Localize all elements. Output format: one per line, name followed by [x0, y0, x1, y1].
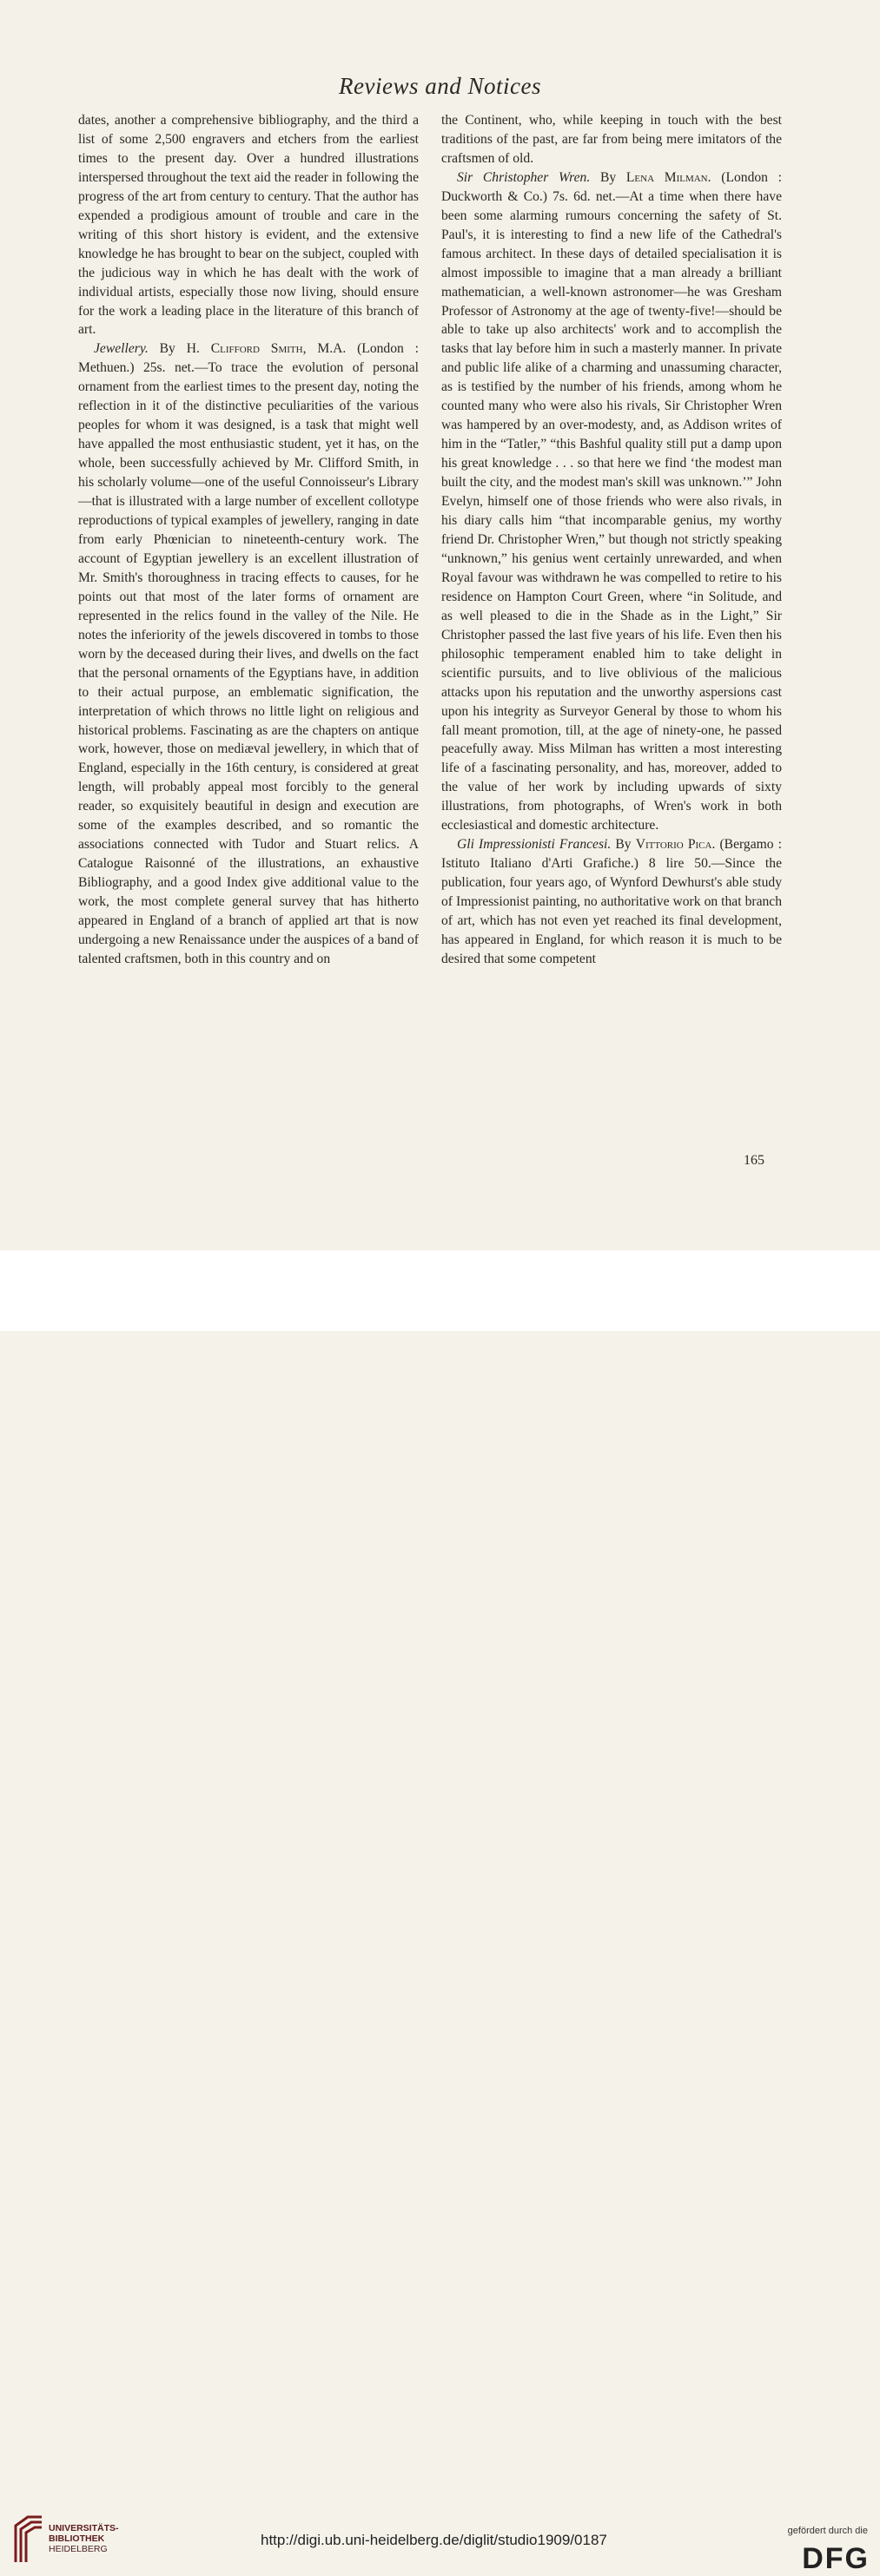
- review-impressionisti: Gli Impressionisti Francesi. By Vittorio Pica. (Bergamo : Istituto Italiano d'Arti Grafiche.) 8 lire 50.—Since the publication, four years ago, of Wynford Dewhurst's able study of Impressionist painting, no authoritative work on that branch of art, which has not even yet reached its final development, has appeared in England, for which reason it is much to be desired that some competent: [441, 837, 782, 966]
- digitization-footer: [0, 1250, 880, 2575]
- review-body: (Bergamo : Istituto Italiano d'Arti Grafiche.) 8 lire 50.—Since the publication, four years ago, of Wynford Dewhurst's able study of Impressionist painting, no authoritative work on that branch of art, which has not even yet reached its final development, has appeared in England, for which reason it is much to be desired that some competent: [441, 837, 782, 966]
- review-title: Gli Impressionisti Francesi.: [457, 837, 612, 853]
- page-number: 165: [744, 1153, 764, 1168]
- paragraph-bibliography: dates, another a comprehensive bibliography, and the third a list of some 2,500 engravers and etchers from the earliest times to the present day. Over a hundred illustrations interspersed throughout the text aid the reader in following the progress of the art from century to century. That the author has expended a prodigious amount of trouble and care in the writing of this short history is evident, and the extensive knowledge he has brought to bear on the subject, coupled with the judicious way in which he has dealt with the work of individual artists, especially those now living, should ensure for the work a leading place in the literature of this branch of art.: [78, 113, 419, 338]
- funded-by-label: gefördert durch die: [787, 2526, 868, 2536]
- review-body: (London : Duckworth & Co.) 7s. 6d. net.—At a time when there have been some alarming rumours concerning the safety of St. Paul's, it is interesting to find a new life of the Cathedral's famous architect. In these days of detailed specialisation it is almost impossible to imagine that a man already a brilliant mathematician, a well-known astronomer—he was Gresham Professor of Astronomy at the age of twenty-five!—should be able to take up also architects' work and to accomplish the tasks that lay before him in such a masterly manner. In private and public life alike of a charming and unassuming character, as is testified by the number of his friends, among whom he counted many who were also his rivals, Sir Christopher Wren was hampered by an over-modesty, and, as Addison writes of him in the “Tatler,” “this Bashful quality still put a damp upon his great knowledge . . . so that here we find ‘the modest man built the city, and the modest man's skill was unknown.’” John Evelyn, himself one of those friends who were also rivals, in his diary calls him “that incomparable genius, my worthy friend Dr. Christopher Wren,” but though not strictly speaking “unknown,” his genius went certainly unrewarded, and when Royal favour was withdrawn he was compelled to retire to his residence on Hampton Court Green, where “in Solitude, and as well pleased to die in the Shade as in the Light,” Sir Christopher passed the last five years of his life. Even then his philosophic temperament enabled him to take delight in scientific pursuits, and to live oblivious of the malicious attacks upon his reputation and the unworthy aspersions cast upon his integrity as Surveyor General by those to whom his fall meant promotion, till, at the age of ninety-one, he passed peacefully away. Miss Milman has written a most interesting life of a fascinating personality, and has, moreover, added to the value of her work by including upwards of sixty illustrations, from photographs, of Wren's work in both ecclesiastical and domestic architecture.: [441, 169, 782, 833]
- left-column: [78, 111, 419, 969]
- right-column: [441, 111, 782, 969]
- paragraph-continuation: the Continent, who, while keeping in touch with the best traditions of the past, are far from being mere imitators of the craftsmen of old.: [441, 113, 782, 166]
- dfg-logo: DFG: [802, 2542, 870, 2575]
- running-head: Reviews and Notices: [339, 73, 541, 99]
- review-author: Vittorio Pica: [635, 837, 712, 853]
- review-title: Sir Christopher Wren.: [457, 169, 591, 185]
- library-name: UNIVERSITÄTS- BIBLIOTHEK HEIDELBERG: [49, 2523, 119, 2554]
- review-title: Jewellery.: [94, 341, 149, 357]
- review-jewellery: Jewellery. By H. Clifford Smith, M.A. (London : Methuen.) 25s. net.—To trace the evolution of personal ornament from the earliest times to the present day, noting the reflection in it of the distinctive peculiarities of the various peoples for whom it was designed, is a task that might well have appalled the most enthusiastic student, yet it has, on the whole, been successfully achieved by Mr. Clifford Smith, in his scholarly volume—one of the useful Connoisseur's Library—that is illustrated with a large number of excellent collotype reproductions of typical examples of jewellery, ranging in date from early Phœnician to nineteenth-century work. The account of Egyptian jewellery is an excellent illustration of Mr. Smith's thoroughness in tracing effects to causes, for he points out that most of the later forms of ornament are represented in the relics found in the valley of the Nile. He notes the inferiority of the jewels discovered in tombs to those worn by the deceased during their lives, and dwells on the fact that the personal ornaments of the Egyptians have, in addition to their actual purpose, an emblematic signification, the interpretation of which throws no little light on religious and historical problems. Fascinating as are the chapters on antique work, however, those on mediæval jewellery, in which that of England, especially in the 16th century, is considered at great length, will probably appeal most forcibly to the general reader, so exquisitely beautiful in design and execution are some of the examples described, and so romantic the associations connected with Tudor and Stuart relics. A Catalogue Raisonné of the illustrations, an exhaustive Bibliography, and a good Index give additional value to the work, the most complete general survey that has hitherto appeared in England of a branch of applied art that is now undergoing a new Renaissance under the auspices of a band of talented craftsmen, both in this country and on: [78, 341, 419, 966]
- scanned-page: [0, 0, 880, 1250]
- source-url-link[interactable]: http://digi.ub.uni-heidelberg.de/diglit/studio1909/0187: [261, 2532, 607, 2548]
- library-logo-icon: [9, 2513, 43, 2566]
- review-author: Lena Milman: [625, 169, 708, 185]
- review-body: —To trace the evolution of personal ornament from the earliest times to the present day, noting the reflection in it of the distinctive peculiarities of the various peoples for whom it was designed, is a task that might well have appalled the most enthusiastic student, yet it has, on the whole, been successfully achieved by Mr. Clifford Smith, in his scholarly volume—one of the useful Connoisseur's Library—that is illustrated with a large number of excellent collotype reproductions of typical examples of jewellery, ranging in date from early Phœnician to nineteenth-century work. The account of Egyptian jewellery is an excellent illustration of Mr. Smith's thoroughness in tracing effects to causes, for he points out that most of the later forms of ornament are represented in the relics found in the valley of the Nile. He notes the inferiority of the jewels discovered in tombs to those worn by the deceased during their lives, and dwells on the fact that the personal ornaments of the Egyptians have, in addition to their actual purpose, an emblematic signification, the interpretation of which throws no little light on religious and historical problems. Fascinating as are the chapters on antique work, however, those on mediæval jewellery, in which that of England, especially in the 16th century, is considered at great length, will probably appeal most forcibly to the general reader, so exquisitely beautiful in design and execution are some of the examples described, and so romantic the associations connected with Tudor and Stuart relics. A Catalogue Raisonné of the illustrations, an exhaustive Bibliography, and a good Index give additional value to the work, the most complete general survey that has hitherto appeared in England of a branch of applied art that is now undergoing a new Renaissance under the auspices of a band of talented craftsmen, both in this country and on: [78, 360, 419, 966]
- review-wren: Sir Christopher Wren. By Lena Milman. (London : Duckworth & Co.) 7s. 6d. net.—At a time when there have been some alarming rumours concerning the safety of St. Paul's, it is interesting to find a new life of the Cathedral's famous architect. In these days of detailed specialisation it is almost impossible to imagine that a man already a brilliant mathematician, a well-known astronomer—he was Gresham Professor of Astronomy at the age of twenty-five!—should be able to take up also architects' work and to accomplish the tasks that lay before him in such a masterly manner. In private and public life alike of a charming and unassuming character, as is testified by the number of his friends, among whom he counted many who were also his rivals, Sir Christopher Wren was hampered by an over-modesty, and, as Addison writes of him in the “Tatler,” “this Bashful quality still put a damp upon his great knowledge . . . so that here we find ‘the modest man built the city, and the modest man's skill was unknown.’” John Evelyn, himself one of those friends who were also rivals, in his diary calls him “that incomparable genius, my worthy friend Dr. Christopher Wren,” but though not strictly speaking “unknown,” his genius went certainly unrewarded, and when Royal favour was withdrawn he was compelled to retire to his residence on Hampton Court Green, where “in Solitude, and as well pleased to die in the Shade as in the Light,” Sir Christopher passed the last five years of his life. Even then his philosophic temperament enabled him to take delight in scientific pursuits, and to live oblivious of the malicious attacks upon his reputation and the unworthy aspersions cast upon his integrity as Surveyor General by those to whom his fall meant promotion, till, at the age of ninety-one, he passed peacefully away. Miss Milman has written a most interesting life of a fascinating personality, and has, moreover, added to the value of her work by including upwards of sixty illustrations, from photographs, of Wren's work in both ecclesiastical and domestic architecture.: [441, 169, 782, 833]
- review-author: Clifford Smith: [210, 341, 303, 357]
